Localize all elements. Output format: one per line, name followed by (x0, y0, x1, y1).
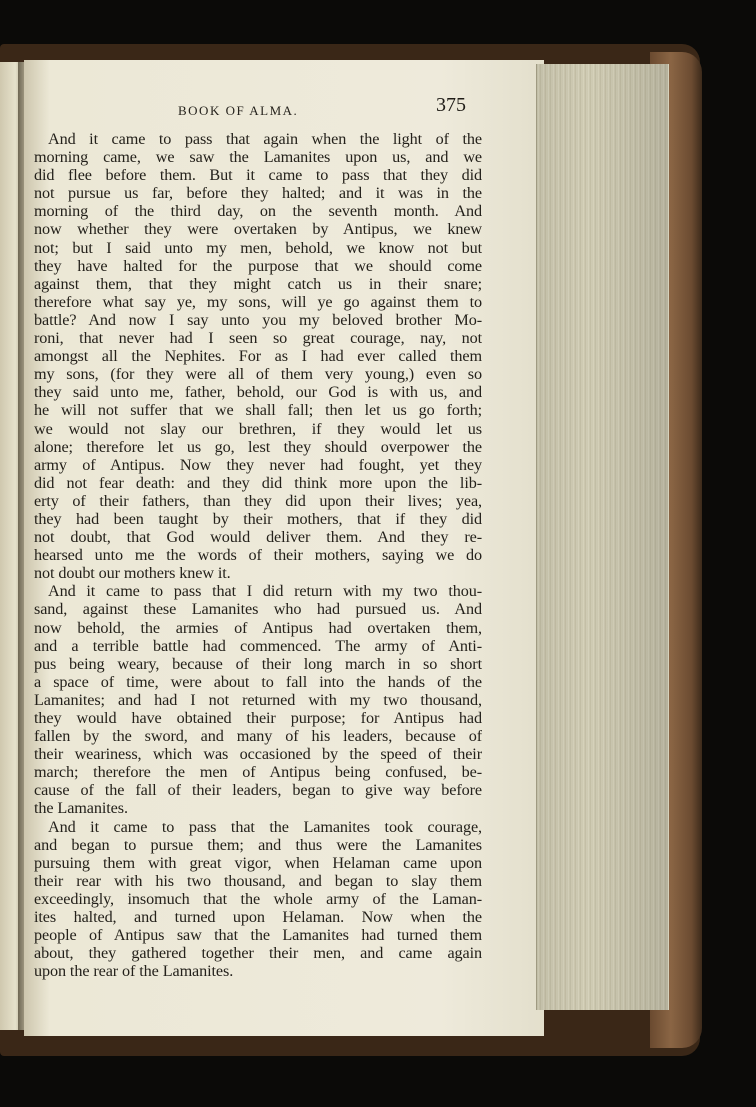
page-text (34, 130, 482, 980)
text-line: about, they gathered together their men, and came again (34, 944, 482, 963)
text-line: roni, that never had I seen so great courage, nay, not (34, 329, 482, 348)
text-line: alone; therefore let us go, lest they should overpower the (34, 437, 482, 456)
text-line: and a terrible battle had commenced. The army of Anti- (34, 636, 482, 655)
text-line: not doubt our mothers knew it. (34, 564, 231, 583)
text-line: now whether they were overtaken by Antipus, we knew (34, 220, 482, 239)
text-line: Lamanites; and had I not returned with my two thousand, (34, 690, 482, 709)
running-head (178, 94, 478, 124)
text-line: morning came, we saw the Lamanites upon us, and we (34, 148, 482, 167)
text-line: their weariness, which was occasioned by the speed of their (34, 745, 482, 764)
text-line: fallen by the sword, and many of his leaders, because of (34, 727, 482, 746)
text-line: And it came to pass that I did return with my two thou- (48, 582, 482, 601)
text-line: And it came to pass that again when the light of the (48, 130, 482, 148)
text-line: we would not slay our brethren, if they would let us (34, 419, 482, 438)
text-line: exceedingly, insomuch that the whole army of the Laman- (34, 889, 482, 908)
text-line: a space of time, were about to fall into the hands of the (34, 672, 482, 691)
text-line: erty of their fathers, than they did upon their lives; yea, (34, 491, 482, 510)
text-line: battle? And now I say unto you my beloved brother Mo- (34, 310, 482, 329)
text-line: now behold, the armies of Antipus had overtaken them, (34, 618, 482, 637)
text-line: they would have obtained their purpose; for Antipus had (34, 709, 482, 727)
text-line: they had been taught by their mothers, that if they did (34, 509, 482, 528)
text-line: amongst all the Nephites. For as I had ever called them (34, 347, 482, 366)
text-line: march; therefore the men of Antipus being confused, be- (34, 763, 482, 782)
text-line: pursuing them with great vigor, when Helaman came upon (34, 853, 482, 872)
text-line: morning of the third day, on the seventh month. And (34, 202, 482, 221)
text-line: against them, that they might catch us in their snare; (34, 274, 482, 293)
page-number: 375 (436, 94, 466, 116)
text-line: did not fear death: and they did think more upon the lib- (34, 473, 482, 492)
text-line: pus being weary, because of their long march in so short (34, 654, 482, 673)
text-line: therefore what say ye, my sons, will ye go against them to (34, 292, 482, 311)
text-line: they have halted for the purpose that we should come (34, 256, 482, 275)
text-line: cause of the fall of their leaders, began to give way before (34, 781, 482, 800)
text-line: upon the rear of the Lamanites. (34, 962, 234, 981)
text-line: he will not suffer that we shall fall; then let us go forth; (34, 401, 482, 420)
text-line: not doubt, that God would deliver them. And they re- (34, 528, 482, 547)
text-line: army of Antipus. Now they never had fought, yet they (34, 455, 482, 474)
text-line: the Lamanites. (34, 799, 128, 818)
text-line: they said unto me, father, behold, our God is with us, and (34, 383, 482, 402)
text-line: did flee before them. But it came to pass that they did (34, 166, 482, 185)
text-line: And it came to pass that the Lamanites took courage, (48, 817, 482, 836)
text-line: their rear with his two thousand, and began to slay them (34, 871, 482, 890)
text-line: hearsed unto me the words of their mothers, saying we do (34, 546, 482, 565)
text-line: ites halted, and turned upon Helaman. Now when the (34, 908, 482, 927)
text-line: not pursue us far, before they halted; and it was in the (34, 184, 482, 203)
text-line: people of Antipus saw that the Lamanites had turned them (34, 926, 482, 945)
text-line: my sons, (for they were all of them very young,) even so (34, 365, 482, 384)
text-line: sand, against these Lamanites who had pursued us. And (34, 600, 482, 619)
running-head-title: BOOK OF ALMA. (178, 103, 299, 118)
text-line: and began to pursue them; and thus were the Lamanites (34, 835, 482, 854)
text-line: not; but I said unto my men, behold, we know not but (34, 238, 482, 257)
